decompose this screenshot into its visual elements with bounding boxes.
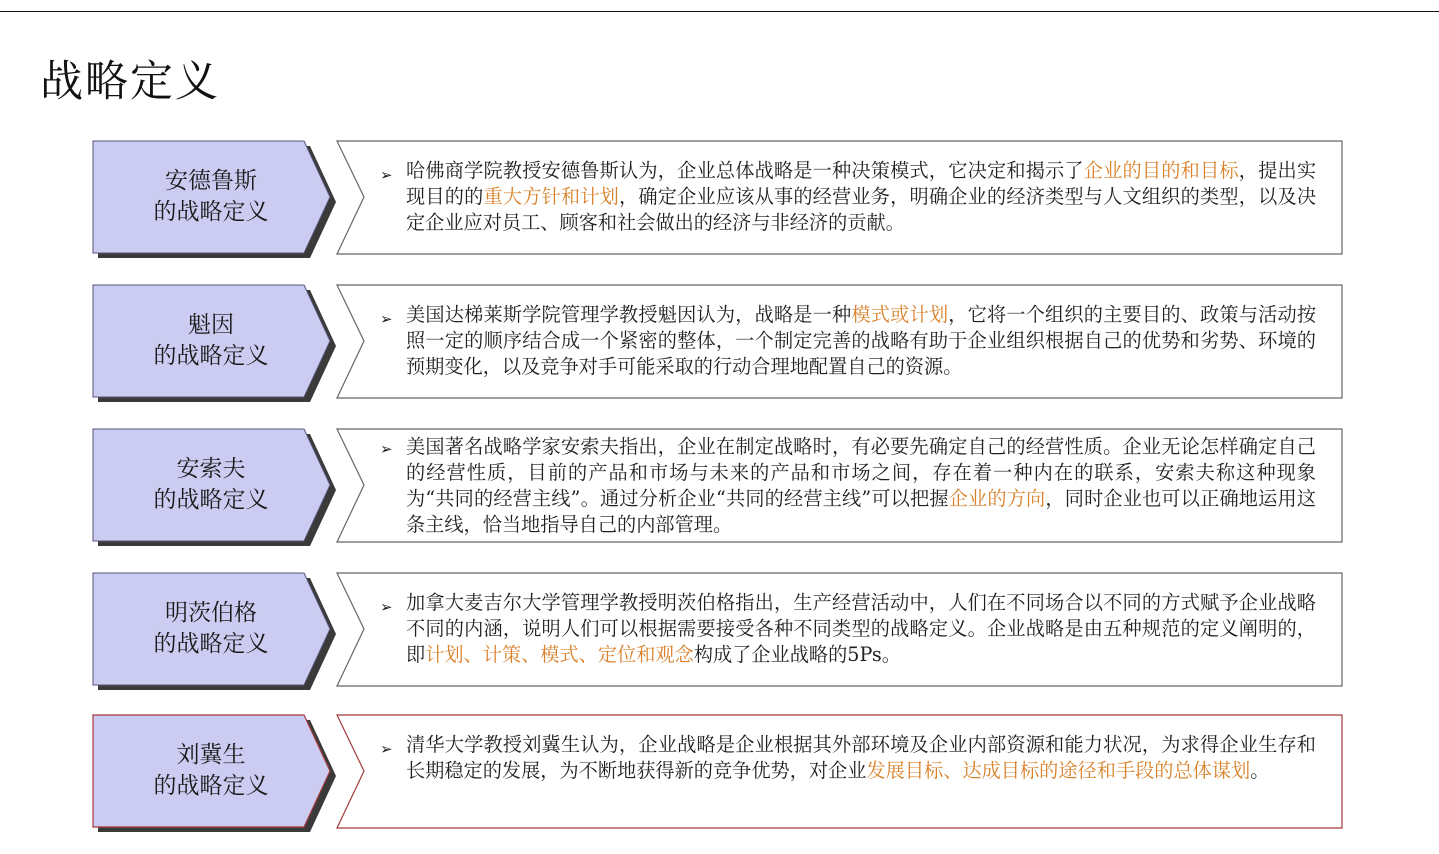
person-name: 明茨伯格 [165,600,257,626]
arrow-bullet-icon: ➢ [380,166,393,184]
highlight-text: 企业的方向 [948,487,1046,510]
definition-suffix: 的战略定义 [153,773,269,799]
person-label [100,572,322,686]
definition-text: 加拿大麦吉尔大学管理学教授明茨伯格指出，生产经营活动中，人们在不同场合以不同的方式赋予企业战略不同的内涵，说明人们可以根据需要接受各种不同类型的战略定义。企业战略是由五种规范的定义阐明的，即计划、计策、模式、定位和观念构成了企业战略的5Ps。 [406,591,1316,666]
definition-suffix: 的战略定义 [153,631,269,657]
person-name: 刘冀生 [176,742,246,768]
highlight-text: 企业的目的和目标 [1083,159,1239,182]
chevron-label-box [92,140,340,258]
definition-row-mintzberg [92,572,1344,690]
highlight-text: 重大方针和计划 [483,185,620,208]
definition-text-box [336,428,1344,546]
page-title: 战略定义 [40,57,220,107]
definition-text-box [336,140,1344,258]
chevron-label-box [92,428,340,546]
arrow-bullet-icon: ➢ [380,740,393,758]
person-label [100,140,322,254]
definition-text: 美国著名战略学家安索夫指出，企业在制定战略时，有必要先确定自己的经营性质。企业无论怎样确定自己的经营性质，目前的产品和市场与未来的产品和市场之间，存在着一种内在的联系，安索夫称这种现象为“共同的经营主线”。通过分析企业“共同的经营主线”可以把握企业的方向，同时企业也可以正确地运用这条主线，恰当地指导自己的内部管理。 [406,435,1316,536]
person-label [100,428,322,542]
definition-text-box [336,572,1344,690]
highlight-text: 发展目标、达成目标的途径和手段的总体谋划 [866,759,1251,782]
arrow-bullet-icon: ➢ [380,440,393,458]
definition-text-box [336,714,1344,832]
definition-text: 哈佛商学院教授安德鲁斯认为，企业总体战略是一种决策模式，它决定和揭示了企业的目的和目标，提出实现目的的重大方针和计划，确定企业应该从事的经营业务，明确企业的经济类型与人文组织的类型，以及决定企业应对员工、顾客和社会做出的经济与非经济的贡献。 [406,159,1317,234]
arrow-bullet-icon: ➢ [380,310,393,328]
definition-row-liu [92,714,1344,832]
chevron-label-box [92,572,340,690]
definition-text: 清华大学教授刘冀生认为，企业战略是企业根据其外部环境及企业内部资源和能力状况，为求得企业生存和长期稳定的发展，为不断地获得新的竞争优势，对企业发展目标、达成目标的途径和手段的总体谋划。 [406,733,1316,782]
chevron-label-box [92,714,340,832]
definition-row-andrews [92,140,1344,258]
top-rule [0,11,1439,12]
definition-suffix: 的战略定义 [153,343,269,369]
definition-suffix: 的战略定义 [153,199,269,225]
person-name: 安索夫 [176,456,246,482]
definition-row-ansoff [92,428,1344,546]
highlight-text: 模式或计划 [851,303,949,326]
chevron-label-box [92,284,340,402]
person-name: 安德鲁斯 [165,168,257,194]
definition-text-box [336,284,1344,402]
arrow-bullet-icon: ➢ [380,598,393,616]
definition-suffix: 的战略定义 [153,487,269,513]
definition-text: 美国达梯莱斯学院管理学教授魁因认为，战略是一种模式或计划，它将一个组织的主要目的、政策与活动按照一定的顺序结合成一个紧密的整体，一个制定完善的战略有助于企业组织根据自己的优势和劣势、环境的预期变化，以及竞争对手可能采取的行动合理地配置自己的资源。 [406,303,1317,378]
definition-row-quinn [92,284,1344,402]
person-label [100,714,322,828]
person-name: 魁因 [188,312,234,338]
person-label [100,284,322,398]
highlight-text: 计划、计策、模式、定位和观念 [425,643,694,666]
